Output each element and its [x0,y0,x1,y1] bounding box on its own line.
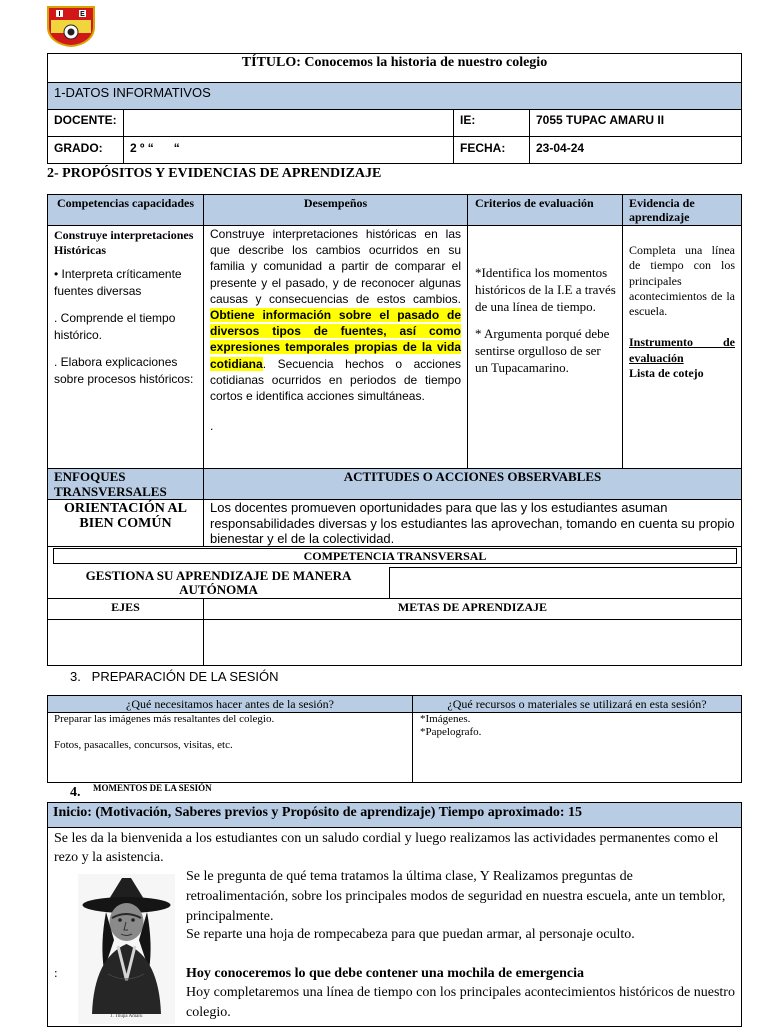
capacidad-3: . Elabora explicaciones sobre procesos históricos: [54,355,194,386]
enfoques-label: ENFOQUES TRANSVERSALES [47,468,204,500]
logo-letter-e: E [80,11,85,18]
inicio-p5: Hoy completaremos una línea de tiempo con los principales acontecimientos históricos de nuestro colegio. [186,985,735,1020]
desempeno-dot: . [210,419,214,434]
capacidad-2: . Comprende el tiempo histórico. [54,311,176,342]
col-criterios: Criterios de evaluación [467,194,623,226]
instrumento-label: Instrumento de evaluación [629,335,735,365]
col-evidencia: Evidencia de aprendizaje [622,194,742,226]
inicio-heading: Inicio: (Motivación, Saberes previos y Propósito de aprendizaje) Tiempo aproximado: 15 [47,802,742,828]
inicio-p1: Se les da la bienvenida a los estudiantes con un saludo cordial y luego realizamos las actividades permanentes como el rezo y la asistencia. [54,831,719,865]
grado-value: 2 º “ “ [123,136,454,164]
preparacion-heading: 3. PREPARACIÓN DE LA SESIÓN [70,669,279,684]
ejes-value [47,619,204,666]
metas-value [203,619,742,666]
propositos-heading: 2- PROPÓSITOS Y EVIDENCIAS DE APRENDIZAJE [47,166,382,181]
ejes-label: EJES [47,598,204,620]
grado-label: GRADO: [47,136,124,164]
docente-value [123,109,454,137]
momentos-number: 4. [70,785,81,800]
criterio-2: * Argumenta porqué debe sentirse orgulloso de ser un Tupacamarino. [475,326,610,375]
fecha-label: FECHA: [453,136,530,164]
fecha-value: 23-04-24 [529,136,742,164]
ie-label: IE: [453,109,530,137]
cell-desempenos [203,225,468,469]
school-logo [46,5,96,47]
desempeno-part-a: Construye interpretaciones históricas en las que describe los cambios ocurridos en su familia y comunidad a partir de comparar el presente y el pasado, y de reconocer algunas causas y consecuencias de estos cambios. [210,227,461,306]
portrait-caption: J. Thupa Amaru [110,1014,143,1019]
competencia-transversal-heading: COMPETENCIA TRANSVERSAL [53,548,737,564]
ie-value: 7055 TUPAC AMARU II [529,109,742,137]
metas-label: METAS DE APRENDIZAJE [203,598,742,620]
momentos-heading: MOMENTOS DE LA SESIÓN [93,783,212,793]
datos-heading: 1-DATOS INFORMATIVOS [47,82,742,110]
desempeno-text [210,226,461,404]
inicio-colon: : [54,965,58,980]
antes-1: Preparar las imágenes más resaltantes del colegio. [54,713,275,725]
gestiona-label: GESTIONA SU APRENDIZAJE DE MANERA AUTÓNOMA [85,568,352,597]
col-recursos: ¿Qué recursos o materiales se utilizará en esta sesión? [412,695,742,713]
instrumento-value: Lista de cotejo [629,366,704,381]
docente-label: DOCENTE: [47,109,124,137]
desempeno-highlight: Obtiene información sobre el pasado de diversos tipos de fuentes, así como expresiones temporales propias de la vida cotidiana [210,308,461,371]
portrait-image [78,874,175,1024]
col-desempenos: Desempeños [203,194,468,226]
orientacion-text: Los docentes promueven oportunidades para que las y los estudiantes asuman responsabilidades diversas y los estudiantes las aprovechan, tomando en cuenta su propio bienestar y el de la colectividad. [203,499,742,547]
col-antes: ¿Qué necesitamos hacer antes de la sesión? [47,695,413,713]
desempeno-part-b: . Secuencia hechos o acciones cotidianas ocurridos en periodos de tiempo cortos e identifica acciones simultáneas. [210,356,461,404]
inicio-p2: Se le pregunta de qué tema tratamos la última clase, Y Realizamos preguntas de retroalimentación, sobre los principales modos de seguridad en nuestra escuela, ante un temblor, principalmente. [186,869,726,924]
inicio-p3: Se reparte una hoja de rompecabeza para que puedan armar, al personaje oculto. [186,927,635,942]
cell-criterios [467,225,623,469]
antes-2: Fotos, pasacalles, concursos, visitas, etc. [54,739,233,751]
logo-letter-i: I [58,11,61,18]
capacidad-1: • Interpreta críticamente fuentes diversas [54,267,182,298]
cell-competencias [47,225,204,469]
cell-antes [47,712,413,783]
competencia-text: Construye interpretaciones Históricas [54,228,194,257]
actitudes-label: ACTITUDES O ACCIONES OBSERVABLES [203,468,742,500]
gestiona-value [389,567,742,599]
cell-evidencia [622,225,742,469]
recursos-2: *Papelografo. [420,726,482,738]
page-title: TÍTULO: Conocemos la historia de nuestro colegio [47,53,742,83]
evidencia-text: Completa una línea de tiempo con los principales acontecimientos de la escuela. [629,243,735,319]
recursos-1: *Imágenes. [420,713,471,725]
criterio-1: *Identifica los momentos históricos de la I.E a través de una línea de tiempo. [475,265,616,314]
inicio-p4: Hoy conoceremos lo que debe contener una mochila de emergencia [186,966,585,981]
cell-recursos [412,712,742,783]
col-competencias: Competencias capacidades [47,194,204,226]
orientacion-label: ORIENTACIÓN AL BIEN COMÚN [47,499,204,547]
